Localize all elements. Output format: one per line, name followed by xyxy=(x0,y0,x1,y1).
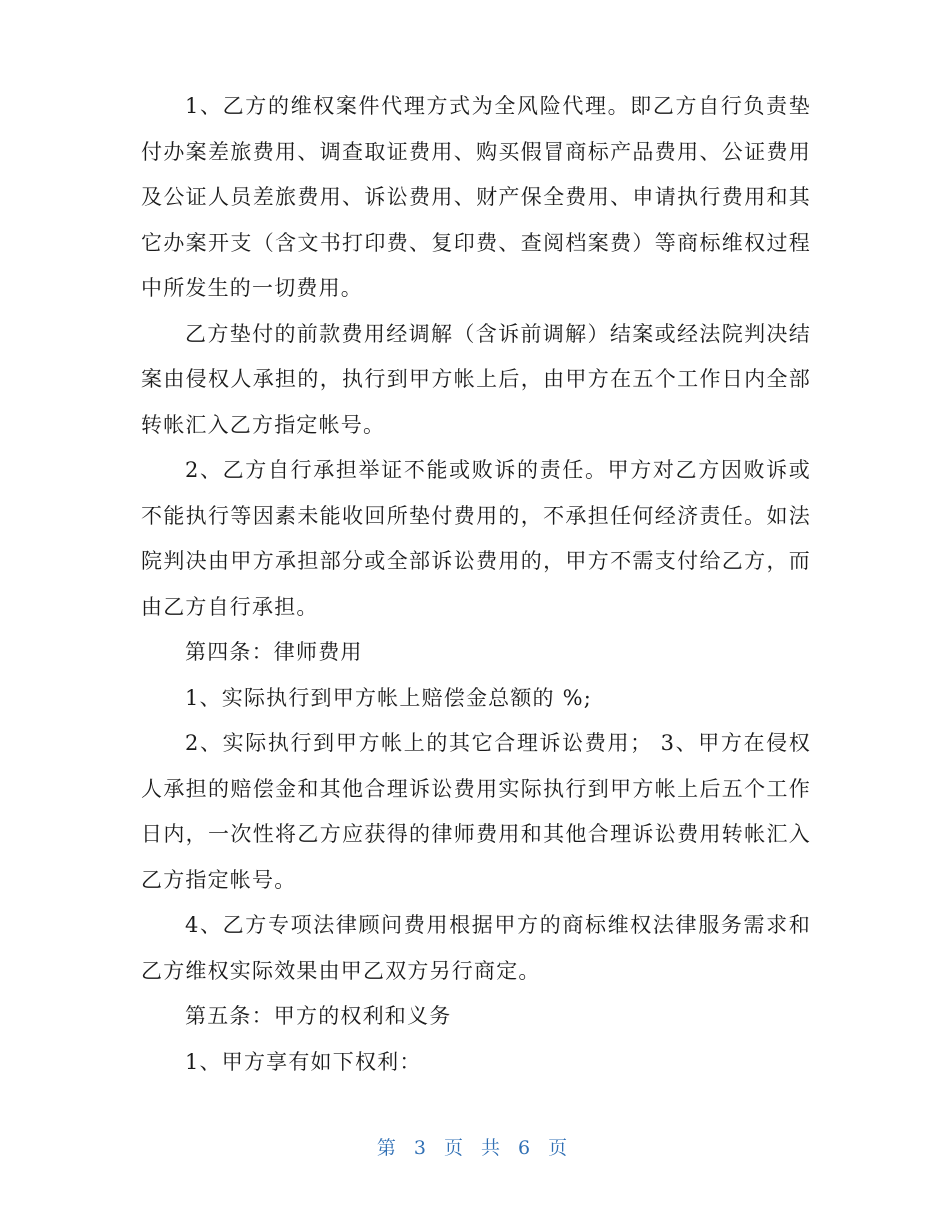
paragraph-2: 乙方垫付的前款费用经调解（含诉前调解）结案或经法院判决结案由侵权人承担的，执行到甲方帐上后，由甲方在五个工作日内全部转帐汇入乙方指定帐号。 xyxy=(141,321,811,437)
page-number-footer: 第 3 页 共 6 页 xyxy=(376,1137,574,1159)
section-heading-4: 第四条：律师费用 xyxy=(185,640,363,664)
paragraph-6: 2、实际执行到甲方帐上的其它合理诉讼费用； 3、甲方在侵权人承担的赔偿金和其他合理诉讼费用实际执行到甲方帐上后五个工作日内，一次性将乙方应获得的律师费用和其他合理诉讼费用转帐汇入乙方指定帐号。 xyxy=(141,731,811,892)
section-heading-5: 第五条：甲方的权利和义务 xyxy=(185,1004,452,1028)
paragraph-7: 4、乙方专项法律顾问费用根据甲方的商标维权法律服务需求和乙方维权实际效果由甲乙双方另行商定。 xyxy=(141,913,811,983)
paragraph-1: 1、乙方的维权案件代理方式为全风险代理。即乙方自行负责垫付办案差旅费用、调查取证费用、购买假冒商标产品费用、公证费用及公证人员差旅费用、诉讼费用、财产保全费用、申请执行费用和其它办案开支（含文书打印费、复印费、查阅档案费）等商标维权过程中所发生的一切费用。 xyxy=(141,94,811,300)
paragraph-9: 1、甲方享有如下权利： xyxy=(185,1049,422,1074)
paragraph-5: 1、实际执行到甲方帐上赔偿金总额的 %; xyxy=(185,685,593,710)
document-body xyxy=(141,84,811,1085)
paragraph-3: 2、乙方自行承担举证不能或败诉的责任。甲方对乙方因败诉或不能执行等因素未能收回所垫付费用的，不承担任何经济责任。如法院判决由甲方承担部分或全部诉讼费用的，甲方不需支付给乙方，而由乙方自行承担。 xyxy=(141,458,811,619)
